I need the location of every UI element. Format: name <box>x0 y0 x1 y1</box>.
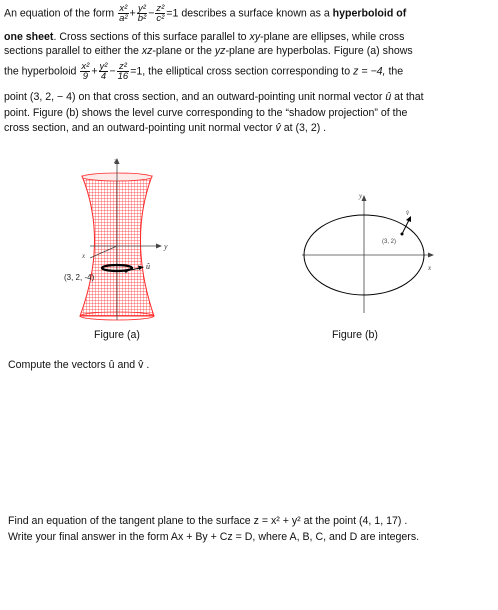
intro-line-4c: the <box>388 65 404 78</box>
intro-line-5b: at that <box>394 91 424 103</box>
bold-term: hyperboloid of <box>332 7 407 20</box>
v-vector <box>402 220 409 234</box>
fraction-x2-9: $\frac{\text{x²}}{9}$ <box>81 61 90 82</box>
fraction-z: $\frac{\text{z²}}{\text{c²}}$ <box>156 3 165 24</box>
bold-term-2: one sheet <box>4 31 54 43</box>
figure-b-level-curve <box>282 185 452 325</box>
intro-line-4a: the hyperboloid <box>4 65 77 78</box>
intro-line-3 <box>4 45 413 57</box>
intro-line-7-text: cross section, and an outward-pointing unit normal vector <box>4 122 273 134</box>
figure-a-caption: Figure (a) <box>94 329 140 341</box>
question-2-line-2: Write your final answer in the form Ax + By + Cz = D, where A, B, C, and D are integers. <box>8 531 420 543</box>
fraction-x: $\frac{\text{x²}}{\text{a²}}$ <box>119 3 128 24</box>
xy-label: xy <box>249 31 261 43</box>
fraction-y2-4: $\frac{\text{y²}}{4}$ <box>99 61 108 82</box>
fig-b-point-label: (3, 2) <box>382 239 397 245</box>
intro-line-4: the hyperboloid $\frac{\text{x²}}{9}$ + $\frac{\text{y²}}{4}$ − $\frac{\text{z²}}{16}$ =1, the elliptical cross section corresponding to z = −4, the <box>4 61 404 82</box>
intro-lead: An equation of the form <box>4 7 115 20</box>
y-axis-arrow <box>156 244 162 249</box>
fig-b-y-arrow <box>362 195 367 201</box>
intro-line-3c: -plane are hyperbolas. Figure (a) shows <box>225 45 413 57</box>
xz-label: xz <box>141 45 153 57</box>
intro-line-1: An equation of the form $\frac{\text{x²}}{\text{a²}}$ + $\frac{\text{y²}}{\text{b²}}$ − $\frac{\text{z²}}{\text{c²}}$ =1 describes a surface known as a hyperboloid of <box>4 3 407 24</box>
intro-line-2 <box>4 31 404 43</box>
fig-a-point-label: (3, 2, -4) <box>64 273 95 282</box>
fig-a-x-label: x <box>82 252 86 260</box>
v-hat: v̂ <box>275 122 281 134</box>
intro-line-6: point. Figure (b) shows the level curve corresponding to the “shadow projection” of the <box>4 107 408 119</box>
figure-b-caption: Figure (b) <box>332 329 378 341</box>
intro-line-2-text: . Cross sections of this surface parallel to <box>53 31 247 43</box>
fig-b-x-label: x <box>428 264 432 272</box>
fraction-z2-16: $\frac{\text{z²}}{16}$ <box>117 61 129 82</box>
question-2-line-1: Find an equation of the tangent plane to the surface z = x² + y² at the point (4, 1, 17) . <box>8 515 408 527</box>
intro-line-3b: -plane or the <box>152 45 212 57</box>
z-equation: z = −4, <box>353 65 386 78</box>
fig-a-vector-label: û <box>146 262 150 271</box>
fig-a-z-label: z <box>114 157 117 165</box>
fig-b-x-arrow <box>428 253 434 258</box>
intro-line-2b: -plane are ellipses, while cross <box>260 31 405 43</box>
fig-b-y-label: y <box>359 192 363 200</box>
yz-label: yz <box>214 45 226 57</box>
u-hat: û <box>385 91 392 103</box>
intro-line-5-text: point (3, 2, − 4) on that cross section, and an outward-pointing unit normal vector <box>4 91 383 103</box>
question-1: Compute the vectors û and v̂ . <box>8 359 150 371</box>
intro-line-5 <box>4 91 424 103</box>
fig-b-vector-label: v̂ <box>406 209 410 217</box>
figure-a-hyperboloid <box>50 150 210 330</box>
intro-line-7b: at (3, 2) . <box>283 122 327 134</box>
intro-line-4b: =1, the elliptical cross section corresponding to <box>130 65 351 78</box>
intro-equals-tail: =1 describes a surface known as a <box>166 7 330 20</box>
intro-line-7 <box>4 122 326 134</box>
fig-a-y-label: y <box>164 242 168 251</box>
intro-line-3a: sections parallel to either the <box>4 45 139 57</box>
fraction-y: $\frac{\text{y²}}{\text{b²}}$ <box>137 3 147 24</box>
